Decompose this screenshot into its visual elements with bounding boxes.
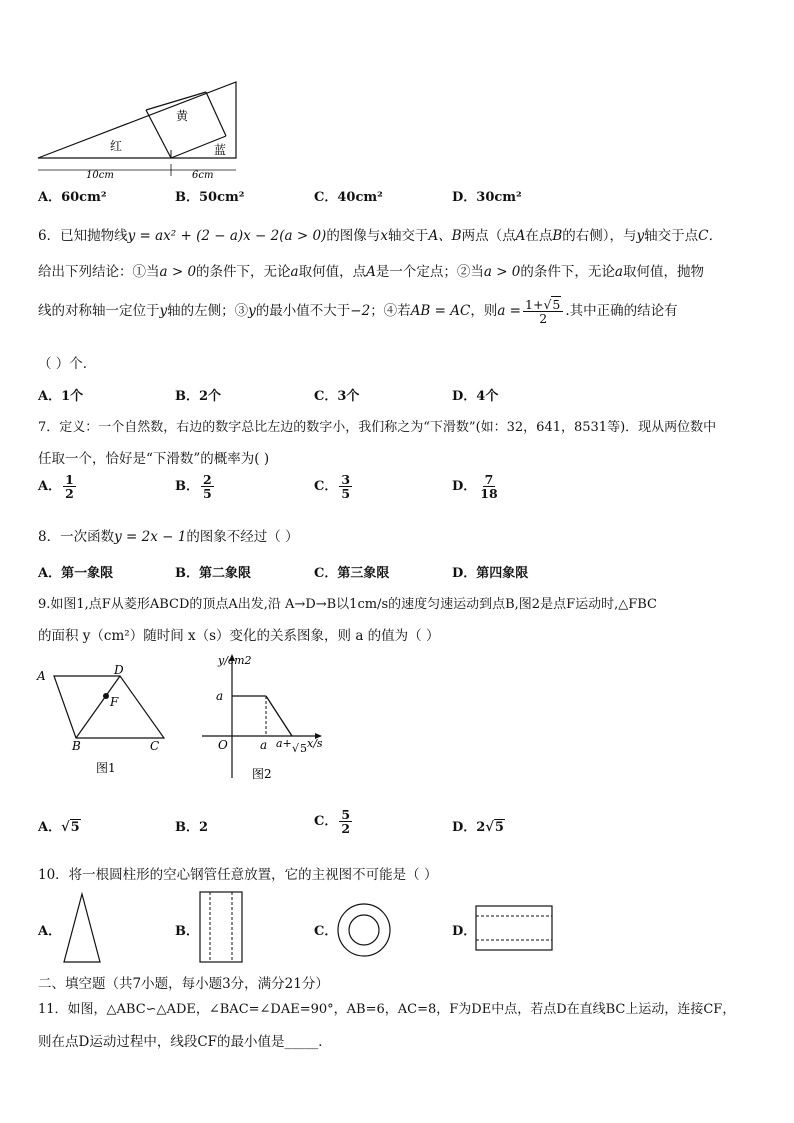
fig5-yellow: 黄 (176, 109, 189, 123)
q8-equation: y = 2x − 1 (114, 529, 187, 545)
q6-line-4: （ ）个． (38, 356, 97, 372)
q6-text: 轴的左侧；③ (167, 303, 249, 320)
q6-equation: a = (497, 303, 521, 320)
q6-var: y (159, 303, 168, 320)
q6-var: C． (698, 228, 723, 244)
q6-var: y (248, 303, 256, 320)
q6-frac-sqrt: 5 (552, 297, 561, 312)
q10-option-b-figure[interactable] (198, 890, 246, 966)
fig1-caption: 图1 (96, 761, 116, 775)
q6-var: x (380, 228, 388, 244)
q6-var: a (614, 264, 623, 280)
q7-line-1: 7．定义：一个自然数，右边的数字总比左边的数字小，我们称之为“下滑数”(如：32，641，8531等)．现从两位数中 (38, 420, 717, 435)
q6-condition: a > 0 (159, 264, 197, 280)
q7-option-b[interactable] (175, 473, 216, 500)
frac-den: 5 (203, 486, 212, 502)
fig1-label-a: A (37, 669, 46, 683)
frac-den: 2 (65, 486, 74, 502)
q6-line-1 (38, 224, 722, 244)
q7-option-c[interactable] (314, 473, 354, 500)
q5-option-b[interactable]: B．50cm² (175, 190, 245, 205)
q6-line-2 (38, 260, 704, 280)
sqrt-value: 5 (70, 820, 80, 835)
q10-option-c-figure[interactable] (336, 902, 392, 958)
q6-text: .其中正确的结论有 (565, 303, 678, 320)
fig2-xlabel: x/s (307, 737, 323, 750)
q6-var: A、B (428, 228, 462, 244)
q10-option-d-figure[interactable] (474, 904, 554, 952)
q8-text: 8．一次函数 (38, 529, 115, 545)
q7-option-d[interactable] (452, 473, 502, 500)
q8-option-a[interactable]: A．第一象限 (38, 566, 114, 581)
q7-line-2: 任取一个，恰好是“下滑数”的概率为( ) (38, 451, 270, 467)
q9-option-a[interactable]: A．√5 (38, 820, 80, 835)
option-label: A． (38, 479, 62, 495)
frac-num: 1 (65, 472, 74, 487)
q10-option-a-label[interactable]: A． (38, 924, 62, 939)
q6-var: a (290, 264, 299, 280)
q6-var: A (515, 228, 526, 244)
fig1-label-f: F (110, 695, 119, 709)
fig2-a-plus: a+ (276, 737, 292, 750)
option-label: B． (175, 479, 199, 495)
fig2-a-y: a (216, 689, 224, 703)
q6-text: 在点 (525, 228, 553, 244)
frac-num: 7 (484, 472, 494, 487)
q6-text: ；④若 (370, 303, 411, 320)
q6-text: 6．已知抛物线 (38, 228, 128, 244)
q6-var: B (552, 228, 563, 244)
q6-option-b[interactable]: B．2个 (175, 389, 222, 404)
q6-text: 的条件下，无论 (196, 264, 291, 280)
q6-equation: AB = AC (410, 303, 471, 320)
frac-den: 2 (341, 821, 351, 837)
q6-text: 线的对称轴一定位于 (38, 303, 160, 320)
q5-figure (36, 80, 242, 180)
q9-line-1: 9.如图1,点F从菱形ABCD的顶点A出发,沿 A→D→B以1cm/s的速度匀速运动到点B,图2是点F运动时,△FBC (38, 597, 657, 612)
q6-frac-num: 1+ (525, 297, 544, 312)
q5-option-a[interactable]: A．60cm² (38, 190, 107, 205)
q9-figure-1 (34, 662, 174, 780)
q9-option-d[interactable]: D．2√5 (452, 820, 504, 835)
q5-option-c[interactable]: C．40cm² (314, 190, 383, 205)
q6-frac-den: 2 (539, 311, 548, 327)
sqrt-value: 5 (494, 820, 504, 835)
option-label: D． (452, 479, 477, 495)
q5-option-d[interactable]: D．30cm² (452, 190, 522, 205)
fig1-label-d: D (114, 663, 124, 677)
q11-line-2: 则在点D运动过程中，线段CF的最小值是_____． (38, 1034, 332, 1050)
q6-text: 给出下列结论：①当 (38, 264, 160, 280)
fig5-blue: 蓝 (214, 143, 227, 157)
fig2-sqrt-sign: √ (292, 742, 300, 755)
q10-line: 10．将一根圆柱形的空心钢管任意放置，它的主视图不可能是（ ） (38, 867, 438, 883)
q6-condition: a > 0 (483, 264, 521, 280)
fig5-len6: 6cm (192, 170, 214, 180)
frac-den: 18 (480, 486, 498, 502)
fig1-label-c: C (150, 739, 160, 753)
q6-text: 是一个定点；②当 (375, 264, 484, 280)
frac-num: 5 (341, 807, 351, 822)
fig2-origin: O (218, 738, 228, 752)
q10-option-a-figure[interactable] (60, 892, 104, 964)
frac-den: 5 (341, 486, 351, 502)
q10-option-b-label[interactable]: B． (175, 924, 199, 939)
q6-text: 取何值，抛物 (622, 264, 704, 280)
q8-text: 的图象不经过（ ） (186, 529, 299, 545)
q9-option-b[interactable] (175, 816, 208, 835)
q6-text: 的图像与 (326, 228, 381, 244)
q6-line-3 (38, 298, 678, 325)
fig5-red: 红 (110, 139, 123, 153)
q10-option-d-label[interactable]: D． (452, 924, 477, 939)
q6-fraction: $\frac{1+√5}{2}$ (523, 298, 563, 325)
q6-text: 的右侧），与 (562, 228, 637, 244)
q7-option-a[interactable] (38, 473, 78, 500)
frac-num: 3 (341, 472, 351, 487)
q6-option-c[interactable]: C．3个 (314, 389, 360, 404)
fig5-len10: 10cm (86, 170, 114, 180)
fig1-label-b: B (72, 739, 81, 753)
q6-text: 的最小值不大于 (255, 303, 351, 320)
fig2-caption: 图2 (252, 767, 272, 781)
q8-line (38, 525, 299, 545)
q6-text: ，则 (470, 303, 498, 320)
option-label: D．2 (452, 820, 486, 835)
q9-figure-2 (196, 650, 336, 784)
q10-option-c-label[interactable]: C． (314, 924, 338, 939)
q9-line-2: 的面积 y（cm²）随时间 x（s）变化的关系图象，则 a 的值为（ ） (38, 628, 440, 644)
fig2-a-x: a (260, 738, 268, 752)
fig2-sqrt5: 5 (300, 742, 307, 755)
q8-option-b[interactable]: B．第二象限 (175, 566, 251, 581)
q8-option-d[interactable]: D．第四象限 (452, 566, 529, 581)
q6-option-d[interactable]: D．4个 (452, 389, 499, 404)
q6-text: 取何值，点 (298, 264, 367, 280)
fig2-ylabel: y/cm2 (218, 654, 252, 667)
option-label: C． (314, 814, 338, 830)
q11-line-1: 11．如图，△ABC∽△ADE，∠BAC=∠DAE=90°，AB=6，AC=8，F为DE中点，若点D在直线BC上运动，连接CF， (38, 1002, 736, 1017)
q8-option-c[interactable]: C．第三象限 (314, 566, 390, 581)
frac-num: 2 (203, 472, 212, 487)
option-label: C． (314, 479, 338, 495)
option-label: A． (38, 820, 62, 835)
q6-text: 的条件下，无论 (520, 264, 615, 280)
q6-text: 轴交于 (387, 228, 429, 244)
q9-option-c[interactable] (314, 808, 354, 835)
section-2-title: 二、填空题（共7小题，每小题3分，满分21分） (38, 976, 329, 992)
q6-text: 轴交于点 (644, 228, 699, 244)
option-label: B．2 (175, 820, 209, 835)
q6-value: −2 (350, 303, 371, 320)
q6-var: A (366, 264, 376, 280)
q6-equation: y = ax² + (2 − a)x − 2(a > 0) (127, 228, 327, 244)
q6-text: 两点（点 (461, 228, 516, 244)
q6-var: y (636, 228, 645, 244)
q6-option-a[interactable]: A．1个 (38, 389, 84, 404)
